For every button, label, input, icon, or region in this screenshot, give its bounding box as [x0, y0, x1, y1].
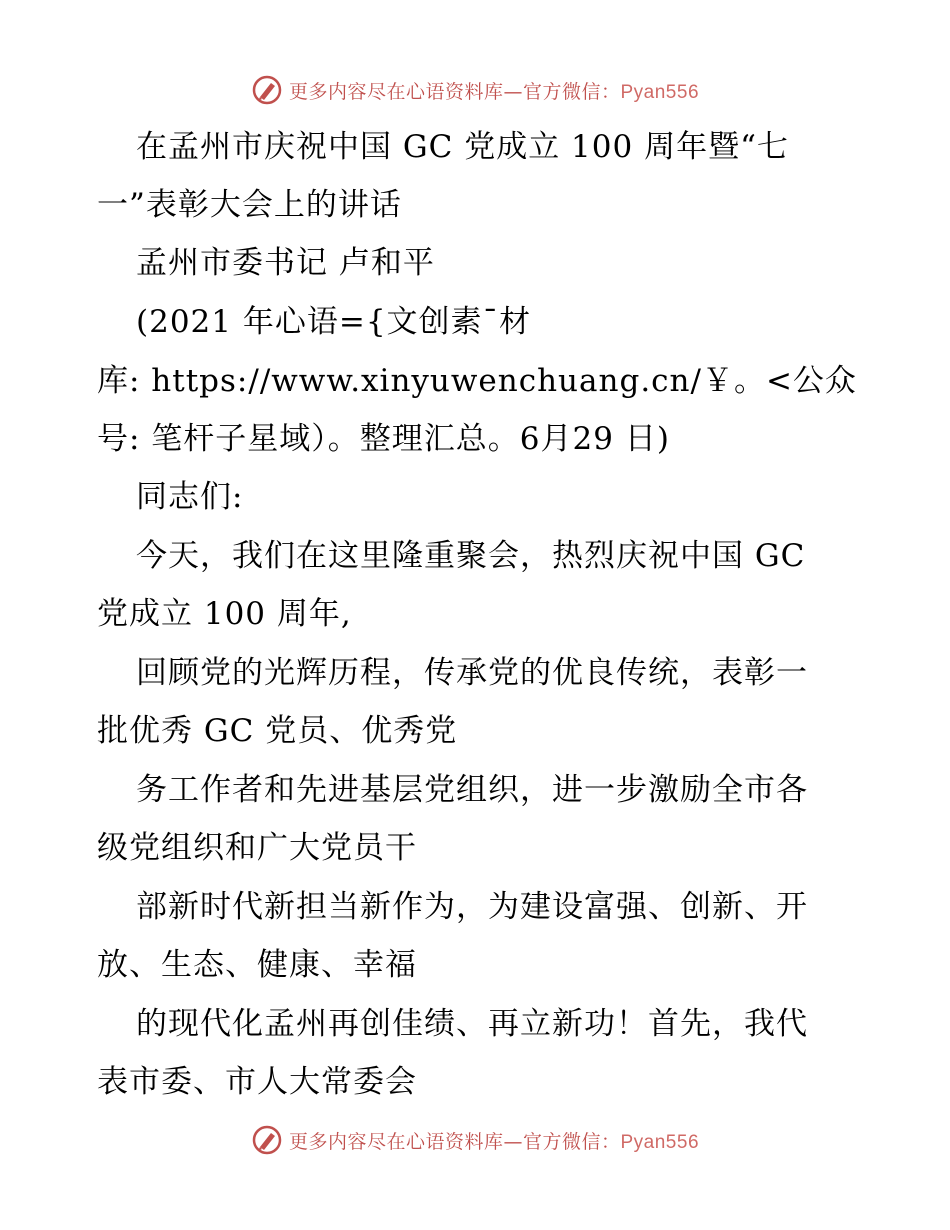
paragraph-line: 党成立 100 周年,: [97, 596, 352, 632]
source-line-3: 号: 笔杆子星域）。整理汇总。6月29 日): [97, 421, 670, 457]
salutation: 同志们:: [136, 479, 244, 515]
paragraph-line: 放、生态、健康、幸福: [97, 947, 417, 983]
source-line-1: (2021 年心语={文创素¯材: [136, 304, 532, 340]
paragraph-line: 的现代化孟州再创佳绩、再立新功！首先，我代: [136, 1006, 808, 1042]
pen-logo-icon: [251, 1124, 283, 1156]
title-line-2: 一”表彰大会上的讲话: [97, 187, 402, 223]
title-line-1: 在孟州市庆祝中国 GC 党成立 100 周年暨“七: [136, 129, 789, 165]
author-line: 孟州市委书记 卢和平: [136, 245, 435, 281]
paragraph-line: 回顾党的光辉历程，传承党的优良传统，表彰一: [136, 655, 808, 691]
paragraph-line: 表市委、市人大常委会: [97, 1064, 417, 1100]
pen-logo-icon: [251, 74, 283, 106]
watermark-text: 更多内容尽在心语资料库—官方微信：Pyan556: [288, 80, 700, 103]
watermark-banner-top: [0, 70, 950, 110]
paragraph-line: 部新时代新担当新作为，为建设富强、创新、开: [136, 889, 808, 925]
source-line-2: 库: https://www.xinyuwenchuang.cn/￥。<公众: [97, 363, 857, 399]
watermark-text: 更多内容尽在心语资料库—官方微信：Pyan556: [288, 1130, 700, 1153]
paragraph-line: 务工作者和先进基层党组织，进一步激励全市各: [136, 772, 808, 808]
watermark-banner-bottom: [0, 1120, 950, 1160]
paragraph-line: 批优秀 GC 党员、优秀党: [97, 713, 458, 749]
paragraph-line: 今天，我们在这里隆重聚会，热烈庆祝中国 GC: [136, 538, 806, 574]
paragraph-line: 级党组织和广大党员干: [97, 830, 417, 866]
